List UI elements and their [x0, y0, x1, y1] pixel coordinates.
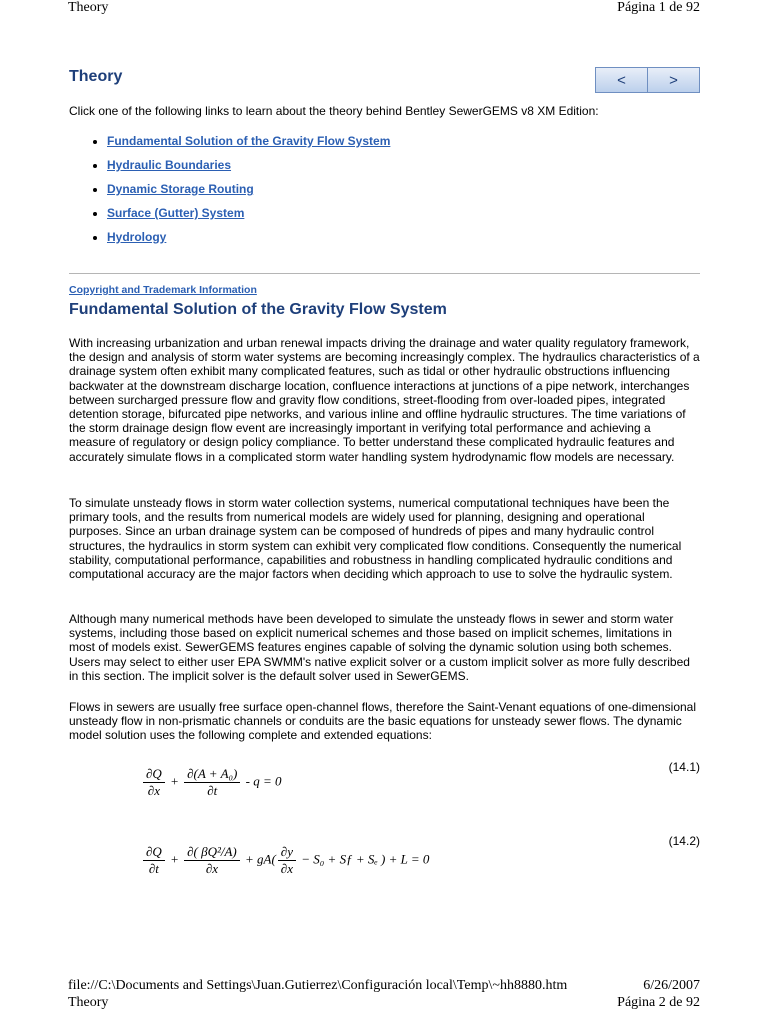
header-page-number: Página 1 de 92 — [617, 0, 700, 15]
list-item — [107, 182, 390, 197]
fraction: $\frac{\text{∂( βQ²/A)}}{\partial x}$ — [184, 844, 240, 877]
header-left: Theory — [68, 0, 109, 15]
equation-number-1: (14.1) — [668, 760, 700, 774]
next-button[interactable]: > — [647, 68, 699, 92]
prev-button[interactable]: < — [617, 71, 626, 89]
paragraph-1: With increasing urbanization and urban renewal impacts driving the drainage and water quality regulatory framework, the design and analysis of storm water systems are becoming increasingly complex. The hydraulics characteristics of a drainage system often exhibit many complicated features, such as tidal or other hydraulic obstructions influencing backwater at the downstream discharge location, confluence interactions at junctions of a pipe network, interchanges between surcharged pressure flow and gravity flow conditions, street-flooding from over-loaded pipes, integrated detention storage, bifurcated pipe networks, and various inline and offline hydraulic structures. The time variations of the storm drainage design flow event are increasingly important in verifying total performance and achieving a measure of regulatory or design policy compliance. To better understand these complicated hydraulic features and accurately simulate flows in a complicated storm water handling system hydrodynamic flow models are necessary. — [69, 336, 700, 464]
link-surface-gutter-system[interactable]: Surface (Gutter) System — [107, 206, 245, 220]
copyright-link[interactable]: Copyright and Trademark Information — [69, 284, 257, 296]
topic-links — [69, 134, 390, 254]
link-hydraulic-boundaries[interactable]: Hydraulic Boundaries — [107, 158, 232, 172]
section-title: Fundamental Solution of the Gravity Flow System — [69, 301, 447, 318]
equation-number-2: (14.2) — [668, 834, 700, 848]
header2-page-number: Página 2 de 92 — [617, 995, 700, 1010]
link-dynamic-storage-routing[interactable]: Dynamic Storage Routing — [107, 182, 254, 196]
list-item — [107, 206, 390, 221]
paragraph-2: To simulate unsteady flows in storm water collection systems, numerical computational techniques have been the primary tools, and the results from numerical models are widely used for planning, designing and operational purposes. Since an urban drainage system can be composed of hundreds of pipes and many hydraulic control structures, the hydraulics in storm system can exhibit very complicated flow conditions. Consequently the numerical stability, computational performance, capabilities and robustness in handling complicated hydraulic conditions and computational accuracy are the major factors when deciding which approach to use to solve the hydraulic system. — [69, 496, 682, 582]
link-hydrology[interactable]: Hydrology — [107, 230, 167, 244]
fraction: $\frac{\partial Q}{\partial x}$ — [143, 766, 165, 799]
list-item — [107, 230, 390, 245]
list-item — [107, 134, 390, 149]
paragraph-4: Flows in sewers are usually free surface open-channel flows, therefore the Saint-Venant equations of one-dimensional unsteady flow in non-prismatic channels or conduits are the basic equations for unsteady sewer flows. The dynamic model solution uses the following complete and extended equations: — [69, 700, 697, 743]
page-footer — [68, 978, 700, 996]
footer-file-path: file://C:\Documents and Settings\Juan.Gutierrez\Configuración local\Temp\~hh8880.htm — [68, 978, 568, 993]
page-title: Theory — [69, 68, 123, 85]
page-header — [0, 0, 768, 18]
nav-buttons — [595, 67, 700, 93]
footer-date: 6/26/2007 — [643, 978, 700, 993]
intro-text: Click one of the following links to learn about the theory behind Bentley SewerGEMS v8 XM Edition: — [69, 104, 599, 118]
fraction: $\frac{\partial Q}{\partial t}$ — [143, 844, 165, 877]
equation-14-1: $\frac{\partial Q}{\partial x}$ + $\frac{\text{∂(A + A₀)}}{\partial t}$ - q = 0 — [141, 766, 282, 799]
list-item — [107, 158, 390, 173]
fraction: $\frac{\partial y}{\partial x}$ — [278, 844, 296, 877]
link-fundamental-solution[interactable]: Fundamental Solution of the Gravity Flow System — [107, 134, 391, 148]
fraction: $\frac{\text{∂(A + A₀)}}{\partial t}$ — [184, 766, 240, 799]
equation-14-2: $\frac{\partial Q}{\partial t}$ + $\frac{\text{∂( βQ²/A)}}{\partial x}$ + gA( $\frac{\partial y}{\partial x}$ − S₀ + Sƒ + Sₑ ) + L = 0 — [141, 844, 429, 877]
header2-left: Theory — [68, 995, 109, 1010]
divider — [69, 273, 700, 274]
paragraph-3: Although many numerical methods have been developed to simulate the unsteady flows in sewer and storm water systems, including those based on explicit numerical schemes and those based on implicit schemes, limitations in most of models exist. SewerGEMS features engines capable of solving the dynamic solution using both schemes. Users may select to either user EPA SWMM's native explicit solver or a custom implicit solver as more fully described in this section. The implicit solver is the default solver used in SewerGEMS. — [69, 612, 690, 683]
page-header-2 — [68, 995, 700, 1013]
